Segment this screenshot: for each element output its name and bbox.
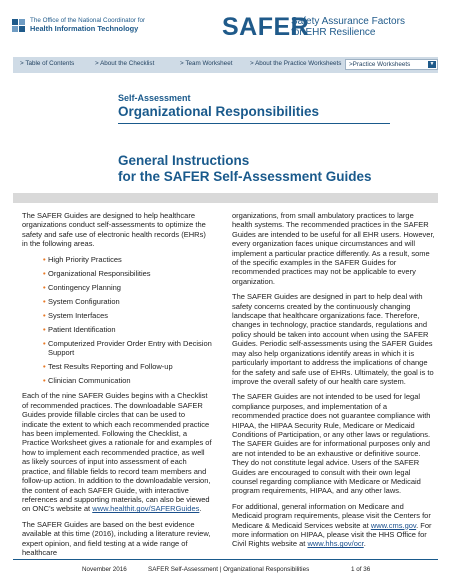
- gray-banner: [13, 193, 438, 203]
- nav-table-of-contents[interactable]: > Table of Contents: [20, 60, 75, 67]
- onc-line2: Health Information Technology: [30, 24, 139, 33]
- list-item: • Test Results Reporting and Follow-up: [48, 362, 212, 371]
- additional-info-text-a: For additional, general information on Medicare and Medicaid program requirements, please visit the Centers for Medicare & Medicaid Services website at: [232, 501, 431, 530]
- section-title: Organizational Responsibilities: [118, 104, 320, 119]
- list-item: • System Configuration: [48, 297, 212, 306]
- header: [0, 0, 450, 55]
- onc-logo-icon: [12, 19, 26, 33]
- list-item: • Computerized Provider Order Entry with Decision Support: [48, 339, 212, 358]
- onc-line1: The Office of the National Coordinator for: [30, 17, 146, 24]
- list-item: • Contingency Planning: [48, 283, 212, 292]
- gi-title-line1: General Instructions: [118, 153, 250, 168]
- nav-about-practice-worksheets[interactable]: > About the Practice Worksheets: [250, 60, 342, 67]
- checklist-text: Each of the nine SAFER Guides begins with a Checklist of recommended practices. The downloadable SAFER Guides provide fillable circles that can be used to indicate the extent to which each recommended practice has been implemented. Following the Checklist, a Practice Worksheet gives a rationale for and examples of how to implement each recommended practice, as well as likely sources of input into assessment of each practice, and fillable fields to record team members and follow-up action. In addition to the downloadable version, the content of each SAFER Guide, with interactive references and supporting materials, can also be viewed on ONC's website at: [22, 391, 212, 514]
- hhs-ocr-link[interactable]: www.hhs.gov/ocr: [307, 539, 364, 549]
- safer-subtitle: [291, 16, 405, 38]
- gi-title-line2: for the SAFER Self-Assessment Guides: [118, 169, 372, 184]
- list-item: • Patient Identification: [48, 325, 212, 334]
- footer-page-number: 1 of 36: [351, 566, 371, 573]
- checklist-paragraph: Each of the nine SAFER Guides begins with a Checklist of recommended practices. The downloadable SAFER Guides provide fillable circles that can be used to indicate the extent to which each recommended practice has been implemented. Following the Checklist, a Practice Worksheet gives a rationale for and examples of how to implement each recommended practice, as well as likely sources of input into assessment of each practice, and fillable fields to record team members and follow-up action. In addition to the downloadable version, the content of each SAFER Guide, with interactive references and supporting materials, can also be viewed on ONC's website at www.healthit.gov/SAFERGuides.: [22, 391, 212, 514]
- title-divider: [118, 123, 390, 124]
- safer-logo: SAFER: [222, 13, 310, 41]
- list-item: • Clinician Communication: [48, 376, 212, 385]
- nav-bar: [13, 57, 438, 73]
- organizations-paragraph: organizations, from small ambulatory practices to large health systems. The recommended practices in the SAFER Guides are intended to be useful for all EHR users. However, every organization faces unique circumstances and will implement a particular practice differently. As a result, some of the specific examples in the SAFER Guides for recommended practices may not be applicable to every organization.: [232, 211, 435, 286]
- list-item: • High Priority Practices: [48, 255, 212, 264]
- evidence-paragraph: The SAFER Guides are based on the best evidence available at this time (2016), including a literature review, expert opinion, and field testing at a wide range of healthcare: [22, 519, 211, 557]
- safer-subtitle-line1: Safety Assurance Factors: [291, 16, 405, 27]
- list-item: • Organizational Responsibilities: [48, 269, 212, 278]
- footer-divider: [13, 559, 438, 560]
- section-label: Self-Assessment: [118, 93, 191, 103]
- chevron-down-icon: ▼: [429, 61, 435, 67]
- safer-subtitle-line2: for EHR Resilience: [291, 27, 376, 38]
- nav-team-worksheet[interactable]: > Team Worksheet: [180, 60, 233, 67]
- safer-guides-link[interactable]: www.healthit.gov/SAFERGuides: [92, 504, 200, 514]
- right-column: [232, 211, 435, 555]
- dropdown-value: >Practice Worksheets: [349, 61, 411, 68]
- general-instructions-title: [118, 153, 372, 185]
- additional-info-text-c: .: [363, 539, 366, 549]
- footer-date: November 2016: [82, 566, 127, 573]
- area-list: [22, 255, 212, 386]
- safety-paragraph: The SAFER Guides are designed in part to help deal with safety concerns created by the continuously changing landscape that healthcare organizations face. Therefore, changes in technology, practice standards, regulations and policy should be taken into account when using the SAFER Guides. Periodic self-assessments using the SAFER Guides may also help organizations identify areas in which it is particularly important to address the implications of change for the safety and safe use of EHRs. Ultimately, the goal is to improve the overall safety of our health care system.: [232, 292, 434, 386]
- legal-paragraph: The SAFER Guides are not intended to be used for legal compliance purposes, and implementation of a recommended practice does not guarantee compliance with HIPAA, the HIPAA Security Rule, Medicare or Medicaid Conditions of Participation, or any other laws or regulations. The SAFER Guides are for informational purposes only and are not intended to be an exhaustive or definitive source. They do not constitute legal advice. Users of the SAFER Guides are encouraged to consult with their own legal counsel regarding compliance with Medicare or Medicaid program requirements, HIPAA, and any other laws.: [232, 392, 431, 496]
- additional-info-paragraph: [232, 502, 435, 549]
- additional-info-text-b: . For more information on HIPAA, please visit the HHS Office for Civil Rights website at: [232, 520, 432, 549]
- list-item: • System Interfaces: [48, 311, 212, 320]
- practice-worksheets-dropdown[interactable]: [345, 59, 438, 70]
- footer-title: SAFER Self-Assessment | Organizational Responsibilities: [148, 566, 310, 573]
- intro-paragraph: The SAFER Guides are designed to help healthcare organizations conduct self-assessments to optimize the safety and safe use of electronic health records (EHRs) in the following areas.: [22, 211, 206, 249]
- left-column: [22, 211, 212, 563]
- nav-about-checklist[interactable]: > About the Checklist: [95, 60, 155, 67]
- cms-link[interactable]: www.cms.gov: [370, 520, 417, 530]
